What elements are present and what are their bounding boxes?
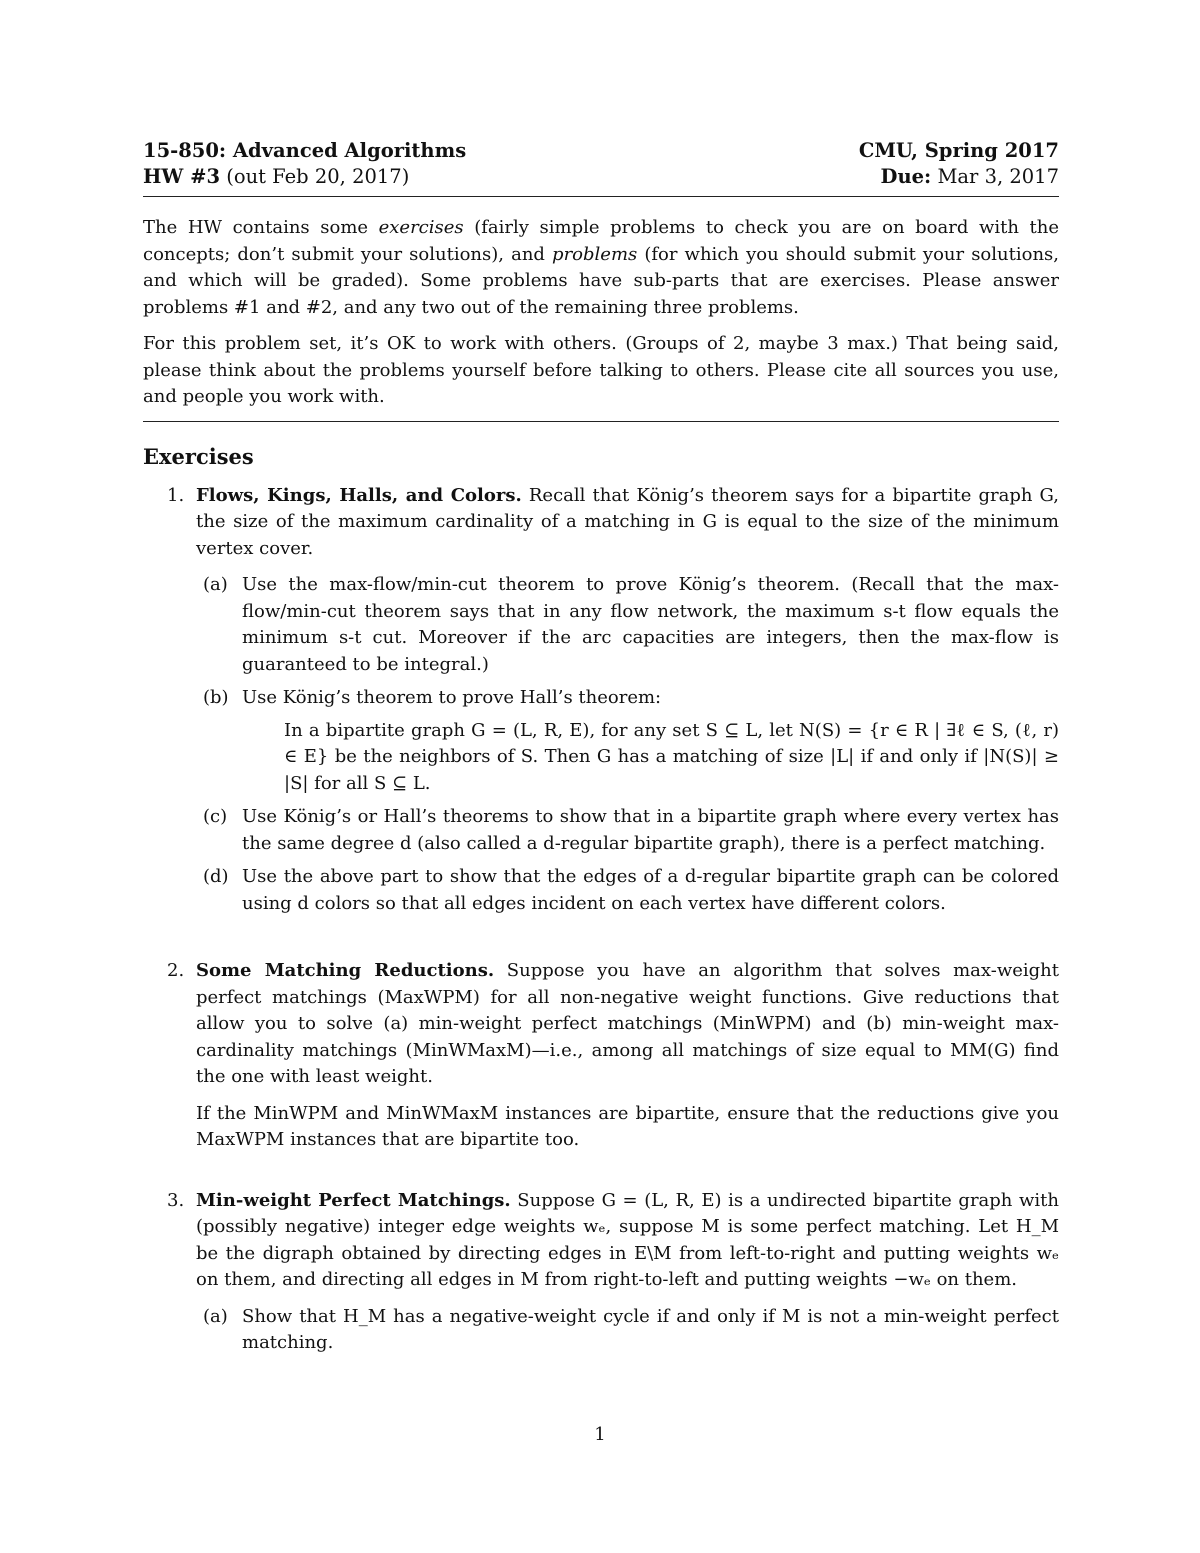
problem-title: Some Matching Reductions.: [196, 960, 495, 981]
part-text: Show that H_M has a negative-weight cycle if and only if M is not a min-weight perfect matching.: [242, 1305, 1059, 1353]
header-row-2: [143, 164, 1059, 190]
problem-text: Suppose you have an algorithm that solves max-weight perfect matchings (MaxWPM) for all non-negative weight functions. Give reductions that allow you to solve (a) min-weight perfect matchings (MinWPM) and (b) min-weight max-cardinality matchings (MinWMaxM)—i.e., among all matchings of size equal to MM(G) find the one with least weight.: [196, 960, 1059, 1087]
part-text: Use König’s or Hall’s theorems to show that in a bipartite graph where every vertex has the same degree d (also called a d-regular bipartite graph), there is a perfect matching.: [242, 806, 1059, 854]
problem-1: [143, 483, 1059, 918]
problem-title: Flows, Kings, Halls, and Colors.: [196, 484, 522, 506]
term: CMU, Spring 2017: [858, 139, 1059, 162]
problem-text: Suppose G = (L, R, E) is a undirected bipartite graph with (possibly negative) integer edge weights wₑ, suppose M is some perfect matching. Let H_M be the digraph obtained by directing edges in E\M from left-to-right and putting weights wₑ on them, and directing all edges in M from right-to-left and putting weights −wₑ on them.: [196, 1189, 1059, 1290]
spacer: [143, 924, 1059, 958]
problem-2: [143, 958, 1059, 1154]
due-info: [881, 164, 1059, 190]
problem-number: 1.: [167, 484, 185, 506]
hw-label: HW #3: [143, 165, 221, 188]
part-c: [196, 804, 1059, 857]
intro-text-b: (fairly simple problems to check you are on board with the concepts; don’t submit your solutions), and: [143, 217, 1059, 265]
intro-text-a: The HW contains some: [143, 217, 379, 238]
problem-number: 3.: [167, 1189, 185, 1211]
problem-1-parts: [196, 572, 1059, 917]
problem-title: Min-weight Perfect Matchings.: [196, 1189, 511, 1211]
problem-text: Recall that König’s theorem says for a bipartite graph G, the size of the maximum cardinality of a matching in G is equal to the size of the minimum vertex cover.: [196, 484, 1059, 559]
part-b: [196, 685, 1059, 797]
intro-em-problems: problems: [552, 243, 638, 265]
part-label: (b): [203, 687, 229, 708]
part-label: (c): [203, 806, 228, 827]
intro-paragraph-2: For this problem set, it’s OK to work with others. (Groups of 2, maybe 3 max.) That being said, please think about the problems yourself before talking to others. Please cite all sources you use, and people you work with.: [143, 333, 1059, 407]
intro-paragraph-1: [143, 215, 1059, 321]
page-number: 1: [594, 1424, 606, 1445]
part-text: Use the above part to show that the edges of a d-regular bipartite graph can be colored using d colors so that all edges incident on each vertex have different colors.: [242, 866, 1059, 914]
section-title: Exercises: [143, 443, 254, 469]
problem-number: 2.: [167, 960, 185, 981]
due-date: Mar 3, 2017: [937, 165, 1059, 188]
problem-3: [143, 1188, 1059, 1357]
document-page: [143, 138, 1059, 1364]
header-row-1: [143, 138, 1059, 164]
intro-text-c: (for which you should submit your solutions, and which will be graded). Some problems have sub-parts that are exercises. Please answer problems #1 and #2, and any two out of the remaining three problems.: [143, 243, 1059, 318]
halls-theorem-statement: In a bipartite graph G = (L, R, E), for any set S ⊆ L, let N(S) = {r ∈ R | ∃ℓ ∈ S, (ℓ, r) ∈ E} be the neighbors of S. Then G has a matching of size |L| if and only if |N(S)| ≥ |S| for all S ⊆ L.: [284, 719, 1059, 794]
part-d: [196, 864, 1059, 917]
problem-2-paragraph-2: If the MinWPM and MinWMaxM instances are bipartite, ensure that the reductions give you MaxWPM instances that are bipartite too.: [196, 1102, 1059, 1150]
hw-out: (out Feb 20, 2017): [226, 165, 410, 188]
part-label: (a): [203, 574, 228, 595]
header-rule: [143, 196, 1059, 197]
intro-rule: [143, 421, 1059, 422]
hw-info: [143, 164, 409, 190]
problem-3-parts: [196, 1304, 1059, 1357]
part-a: [196, 572, 1059, 678]
part-a: [196, 1304, 1059, 1357]
intro-em-exercises: exercises: [378, 217, 464, 238]
due-label: Due:: [880, 165, 932, 188]
part-text: Use the max-flow/min-cut theorem to prove König’s theorem. (Recall that the max-flow/min-cut theorem says that in any flow network, the maximum s-t flow equals the minimum s-t cut. Moreover if the arc capacities are integers, then the max-flow is guaranteed to be integral.): [242, 574, 1059, 675]
course-title: 15-850: Advanced Algorithms: [143, 139, 467, 162]
intro: [143, 215, 1059, 411]
part-label: (d): [203, 866, 229, 887]
part-text: Use König’s theorem to prove Hall’s theorem:: [242, 687, 662, 708]
part-label: (a): [203, 1305, 228, 1327]
spacer: [143, 1154, 1059, 1188]
